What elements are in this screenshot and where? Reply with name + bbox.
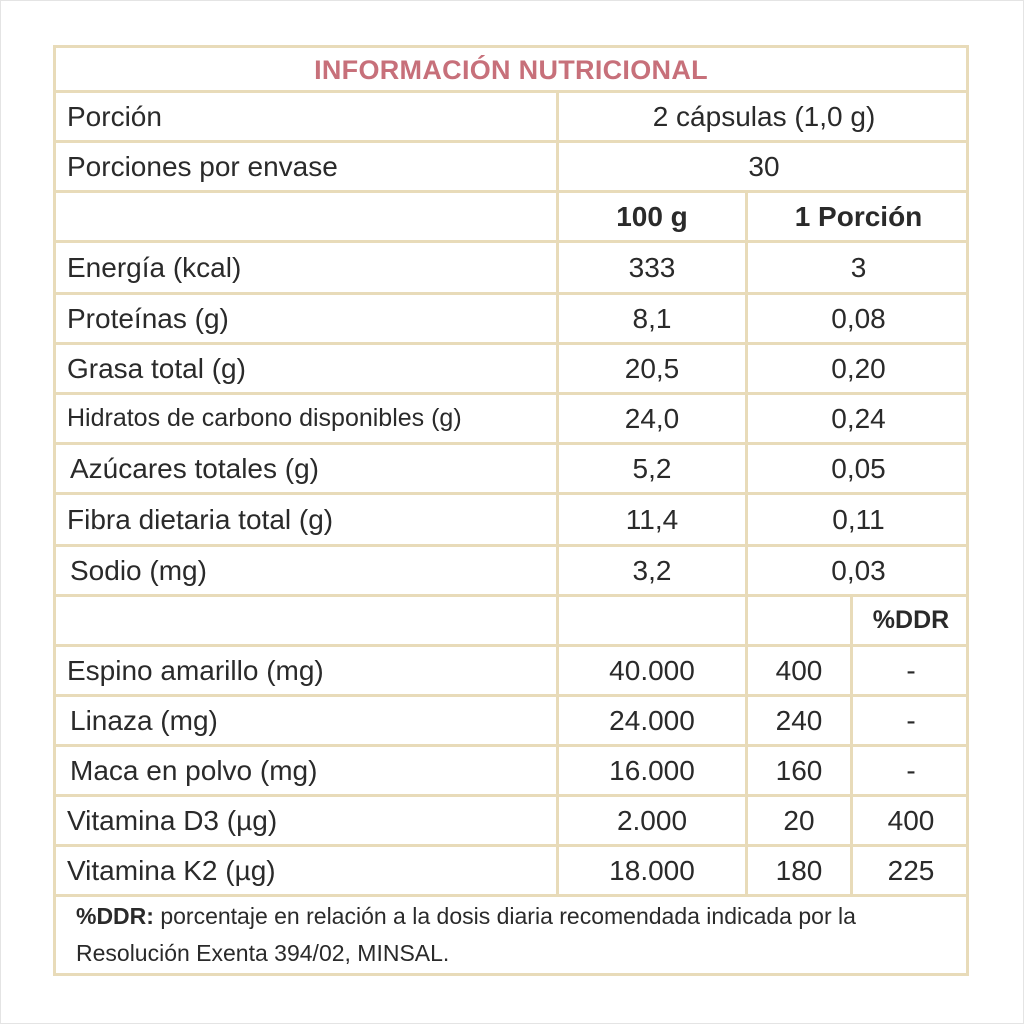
ingredient-label: Vitamina D3 (µg) xyxy=(67,804,278,836)
nutrient-value-100g: 5,2 xyxy=(632,452,672,484)
ingredient-value-portion: 400 xyxy=(775,654,823,686)
nutrition-facts-table xyxy=(53,45,969,976)
nutrient-value-100g: 11,4 xyxy=(625,503,679,535)
nutrient-label: Hidratos de carbono disponibles (g) xyxy=(67,404,462,432)
nutrient-value-100g: 3,2 xyxy=(632,554,672,586)
serving-value: 2 cápsulas (1,0 g) xyxy=(652,100,876,132)
nutrient-value-portion: 0,11 xyxy=(832,503,885,535)
ingredient-value-100g: 16.000 xyxy=(609,754,695,786)
ingredient-value-100g: 24.000 xyxy=(609,704,695,736)
ingredient-value-portion: 160 xyxy=(775,754,823,786)
ingredient-label: Vitamina K2 (µg) xyxy=(67,854,276,886)
nutrient-value-portion: 0,03 xyxy=(831,554,886,586)
table-title: INFORMACIÓN NUTRICIONAL xyxy=(314,54,708,85)
ingredient-value-100g: 18.000 xyxy=(609,854,695,886)
nutrient-value-100g: 20,5 xyxy=(624,352,680,384)
ingredient-value-100g: 40.000 xyxy=(609,654,695,686)
column-header-100g: 100 g xyxy=(616,200,688,232)
nutrient-value-portion: 0,05 xyxy=(831,452,886,484)
nutrient-value-portion: 0,08 xyxy=(831,302,886,334)
ingredient-value-100g: 2.000 xyxy=(616,804,688,836)
nutrient-value-portion: 3 xyxy=(850,251,867,283)
nutrient-value-portion: 0,24 xyxy=(831,402,886,434)
ingredient-label: Maca en polvo (mg) xyxy=(70,754,318,786)
nutrient-value-100g: 24,0 xyxy=(624,402,680,434)
column-header-portion: 1 Porción xyxy=(794,200,923,232)
ingredient-value-portion: 180 xyxy=(775,854,823,886)
servings-per-container-value: 30 xyxy=(748,150,780,182)
nutrient-label: Proteínas (g) xyxy=(67,302,229,334)
ingredient-value-ddr: - xyxy=(906,754,916,786)
row-divider xyxy=(56,894,966,897)
ingredient-value-ddr: - xyxy=(906,654,916,686)
serving-label: Porción xyxy=(67,100,162,132)
ingredient-value-portion: 240 xyxy=(775,704,823,736)
nutrient-label: Fibra dietaria total (g) xyxy=(67,503,334,535)
servings-per-container-label: Porciones por envase xyxy=(67,150,338,182)
nutrient-label: Energía (kcal) xyxy=(67,251,242,283)
ingredient-value-ddr: 400 xyxy=(887,804,935,836)
ingredient-value-portion: 20 xyxy=(783,804,815,836)
footnote xyxy=(76,898,956,972)
ingredient-value-ddr: - xyxy=(906,704,916,736)
footnote-term: %DDR: xyxy=(76,903,154,929)
ingredient-label: Linaza (mg) xyxy=(70,704,218,736)
footnote-text: porcentaje en relación a la dosis diaria recomendada indicada por la Resolución Exenta 394/02, MINSAL. xyxy=(76,903,856,966)
ingredient-label: Espino amarillo (mg) xyxy=(67,654,324,686)
nutrient-value-100g: 8,1 xyxy=(632,302,672,334)
row-divider xyxy=(56,594,966,597)
nutrient-label: Azúcares totales (g) xyxy=(70,452,319,484)
nutrient-value-portion: 0,20 xyxy=(831,352,886,384)
column-header-ddr: %DDR xyxy=(872,606,950,634)
nutrient-value-100g: 333 xyxy=(628,251,676,283)
ingredient-value-ddr: 225 xyxy=(887,854,935,886)
nutrient-label: Grasa total (g) xyxy=(67,352,246,384)
nutrient-label: Sodio (mg) xyxy=(70,554,207,586)
